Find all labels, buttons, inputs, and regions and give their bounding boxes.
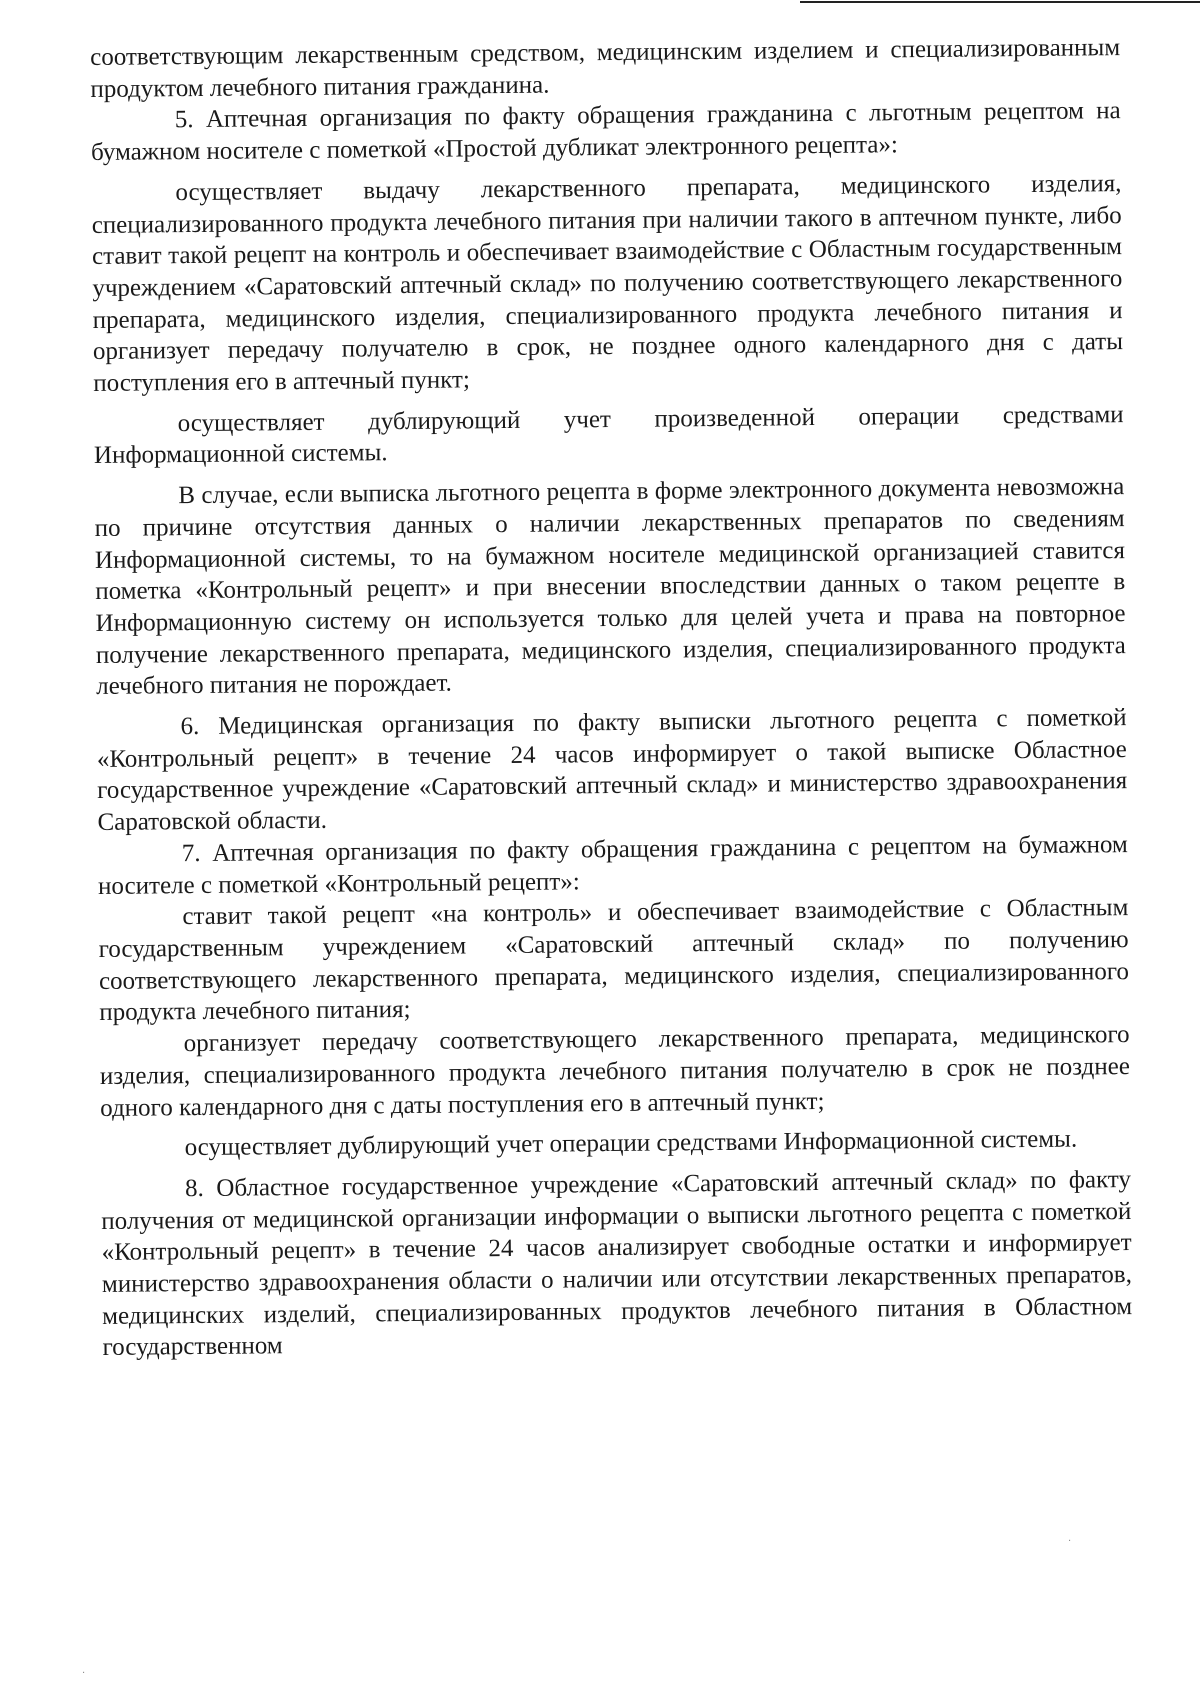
paragraph-item-7-accounting: осуществляет дублирующий учет операции средствами Информационной системы. [184, 1125, 1078, 1162]
paragraph-item-5: 5. Аптечная организация по факту обращения гражданина с льготным рецептом на бумажном носителе с пометкой «Простой дубликат электронного рецепта»: [90, 97, 1121, 167]
paragraph-item-7-transfer: организует передачу соответствующего лекарственного препарата, медицинского изделия, специализированного продукта лечебного питания получателю в срок не позднее одного календарного дня с даты поступления его в аптечный пункт; [99, 1021, 1131, 1122]
paragraph-item-7: 7. Аптечная организация по факту обращения гражданина с рецептом на бумажном носителе с пометкой «Контрольный рецепт»: [97, 830, 1128, 900]
paragraph-control-prescription: В случае, если выписка льготного рецепта в форме электронного документа невозможна по причине отсутствия данных о наличии лекарственных препаратов по сведениям Информационной системы, то на бумажном носителе медицинской организацией ставится пометка «Контрольный рецепт» и при внесении впоследствии данных о таком рецепте в Информационную систему он используется только для целей учета и права на повторное получение лекарственного препарата, медицинского изделия, специализированного продукта лечебного питания не порождает. [94, 473, 1126, 701]
scan-speck: · [82, 1668, 86, 1679]
document-body [90, 32, 1133, 1364]
scan-speck: · [1068, 1536, 1072, 1547]
top-rule [800, 1, 1200, 3]
paragraph-item-7-control: ставит такой рецепт «на контроль» и обеспечивает взаимодействие с Областным государственным учреждением «Саратовский аптечный склад» по получению соответствующего лекарственного препарата, медицинского изделия, специализированного продукта лечебного питания; [98, 894, 1130, 1027]
paragraph-continuation: соответствующим лекарственным средством, медицинским изделием и специализированным продуктом лечебного питания гражданина. [90, 34, 1121, 103]
paragraph-item-5-dispense: осуществляет выдачу лекарственного препарата, медицинского изделия, специализированного продукта лечебного питания при наличии такого в аптечном пункте, либо ставит такой рецепт на контроль и обеспечивает взаимодействие с Областным государственным учреждением «Саратовский аптечный склад» по получению соответствующего лекарственного препарата, медицинского изделия, специализированного продукта лечебного питания и организует передачу получателю в срок, не позднее одного календарного дня с даты поступления его в аптечный пункт; [91, 169, 1124, 398]
paragraph-item-8: 8. Областное государственное учреждение «Саратовский аптечный склад» по факту получения от медицинской организации информации о выписки льготного рецепта с пометкой «Контрольный рецепт» в течение 24 часов анализирует свободные остатки и информирует министерство здравоохранения области о наличии или отсутствии лекарственных препаратов, медицинских изделий, специализированных продуктов лечебного питания в Областном государственном [101, 1165, 1133, 1362]
paragraph-item-5-accounting: осуществляет дублирующий учет произведенной операции средствами Информационной системы. [93, 400, 1124, 470]
paragraph-item-6: 6. Медицинская организация по факту выписки льготного рецепта с пометкой «Контрольный рецепт» в течение 24 часов информирует о такой выписке Областное государственное учреждение «Саратовский аптечный склад» и министерство здравоохранения Саратовской области. [96, 704, 1128, 837]
